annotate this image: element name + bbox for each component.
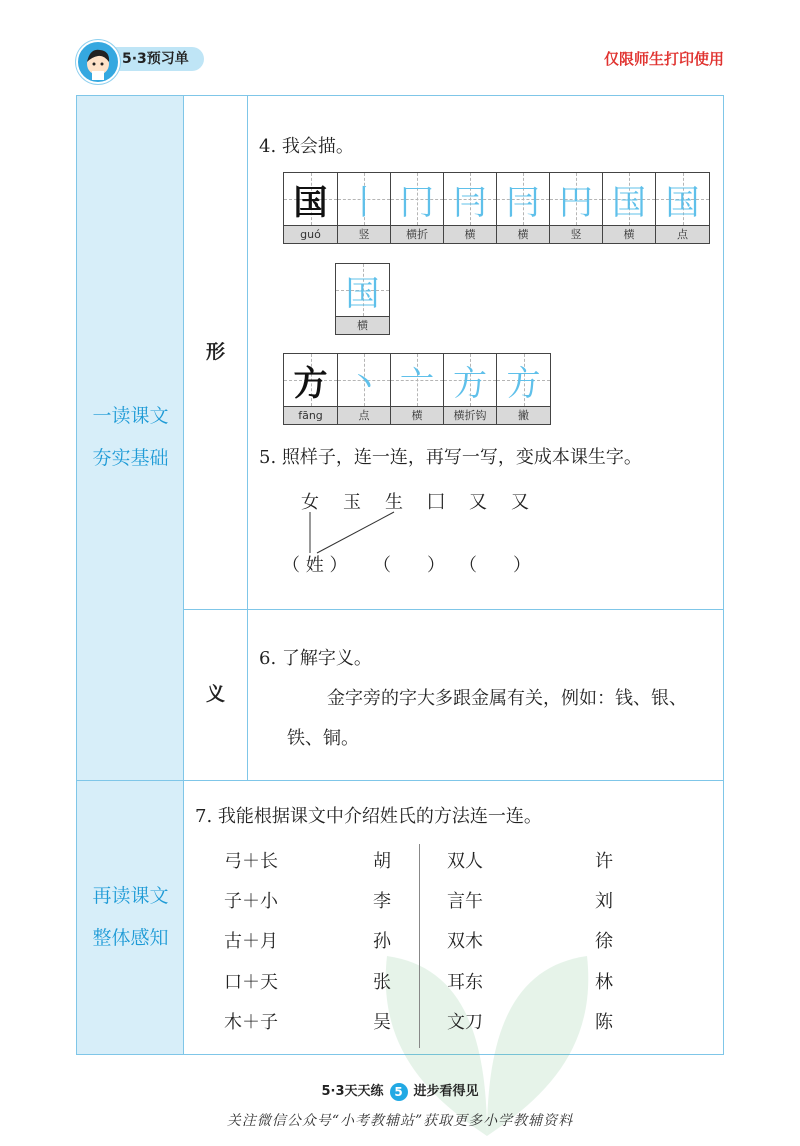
surname: 林 xyxy=(595,972,613,993)
guo-char: 冃 xyxy=(506,182,540,223)
meaning-label: 义 xyxy=(184,609,248,780)
surname: 孙 xyxy=(373,931,391,952)
section-band-second xyxy=(77,780,184,1054)
surname-part: 文刀 xyxy=(447,1012,483,1033)
q6-prompt: 6. 了解字义。 xyxy=(259,648,372,669)
radical-item: 囗 xyxy=(427,492,445,513)
surname-part: 子＋小 xyxy=(224,891,278,912)
fang-label: 点 xyxy=(338,406,390,424)
fang-char: 丶 xyxy=(347,363,381,404)
form-label: 形 xyxy=(184,96,248,609)
guo-char: 冃 xyxy=(453,182,487,223)
q4-prompt: 4. 我会描。 xyxy=(259,136,354,157)
worksheet-frame xyxy=(76,95,724,1055)
q5-prompt: 5. 照样子，连一连，再写一写，变成本课生字。 xyxy=(259,447,642,468)
divider-form-meaning xyxy=(184,609,723,610)
guo-label: 横 xyxy=(603,225,655,243)
surname: 胡 xyxy=(373,851,391,872)
leaf-watermark-icon xyxy=(367,896,607,1146)
radical-item: 又 xyxy=(511,492,529,513)
guo-char: 国 xyxy=(612,182,646,223)
section-title-first-1: 一读课文 xyxy=(92,405,169,427)
q6-text-line1: 金字旁的字大多跟金属有关，例如：钱、银、 xyxy=(327,688,687,709)
q7-prompt: 7. 我能根据课文中介绍姓氏的方法连一连。 xyxy=(195,806,542,827)
fang-char: 方 xyxy=(293,363,328,404)
q7-center-divider xyxy=(419,844,420,1048)
series-label: 5·3预习单 xyxy=(96,47,204,71)
guo-char: 丨 xyxy=(347,182,381,223)
surname: 吴 xyxy=(373,1012,391,1033)
fang-label: 横折钩 xyxy=(444,406,496,424)
fang-label: fāng xyxy=(284,406,337,424)
radical-item: 生 xyxy=(385,492,403,513)
page-footer xyxy=(0,1080,800,1101)
guo-label: guó xyxy=(284,225,337,243)
print-notice: 仅限师生打印使用 xyxy=(603,50,724,68)
guo-char: 冂 xyxy=(400,182,434,223)
fang-char: 方 xyxy=(453,363,487,404)
q6-text-line2: 铁、铜。 xyxy=(287,728,359,749)
section-title-second-1: 再读课文 xyxy=(92,885,169,907)
surname: 张 xyxy=(373,972,391,993)
radical-item: 玉 xyxy=(343,492,361,513)
fang-char: 亠 xyxy=(400,363,434,404)
guo-label: 横 xyxy=(444,225,496,243)
guo-char: 国 xyxy=(293,182,328,223)
section-title-first-2: 夯实基础 xyxy=(92,447,169,469)
surname: 徐 xyxy=(595,931,613,952)
guo-label: 竖 xyxy=(338,225,390,243)
surname-part: 古＋月 xyxy=(224,931,278,952)
divider-sections xyxy=(77,780,723,781)
guo-label: 横 xyxy=(497,225,549,243)
guo-label: 竖 xyxy=(550,225,602,243)
fang-label: 撇 xyxy=(497,406,550,424)
section-title-second-2: 整体感知 xyxy=(92,927,169,949)
surname: 李 xyxy=(373,891,391,912)
surname-part: 双人 xyxy=(447,851,483,872)
fang-char: 方 xyxy=(506,363,541,404)
radical-item: 女 xyxy=(301,492,319,513)
surname-part: 弓＋长 xyxy=(224,851,278,872)
answer-blank[interactable]: （ ） xyxy=(459,555,531,576)
answer-blank[interactable]: （ 姓 ） xyxy=(282,555,348,576)
page-number: 5 xyxy=(390,1083,408,1101)
surname-part: 耳东 xyxy=(447,972,483,993)
bottom-note: 关注微信公众号“小考教辅站”获取更多小学教辅资料 xyxy=(226,1113,574,1129)
guo-char: 国 xyxy=(345,273,380,314)
answer-blank[interactable]: （ ） xyxy=(373,555,445,576)
surname: 刘 xyxy=(595,891,613,912)
guo-label: 横 xyxy=(336,316,389,334)
surname-part: 言午 xyxy=(447,891,483,912)
guo-label: 横折 xyxy=(391,225,443,243)
radical-item: 又 xyxy=(469,492,487,513)
guo-char: 円 xyxy=(559,182,593,223)
footer-left: 5·3天天练 xyxy=(321,1084,384,1099)
guo-label: 点 xyxy=(656,225,709,243)
guo-char: 国 xyxy=(665,182,700,223)
student-avatar-icon xyxy=(76,40,120,84)
surname-part: 口＋天 xyxy=(224,972,278,993)
surname: 陈 xyxy=(595,1012,613,1033)
fang-label: 横 xyxy=(391,406,443,424)
surname-part: 双木 xyxy=(447,931,483,952)
footer-right: 进步看得见 xyxy=(413,1084,479,1099)
q5-connector-lines xyxy=(77,96,725,596)
surname-part: 木＋子 xyxy=(224,1012,278,1033)
surname: 许 xyxy=(595,851,613,872)
